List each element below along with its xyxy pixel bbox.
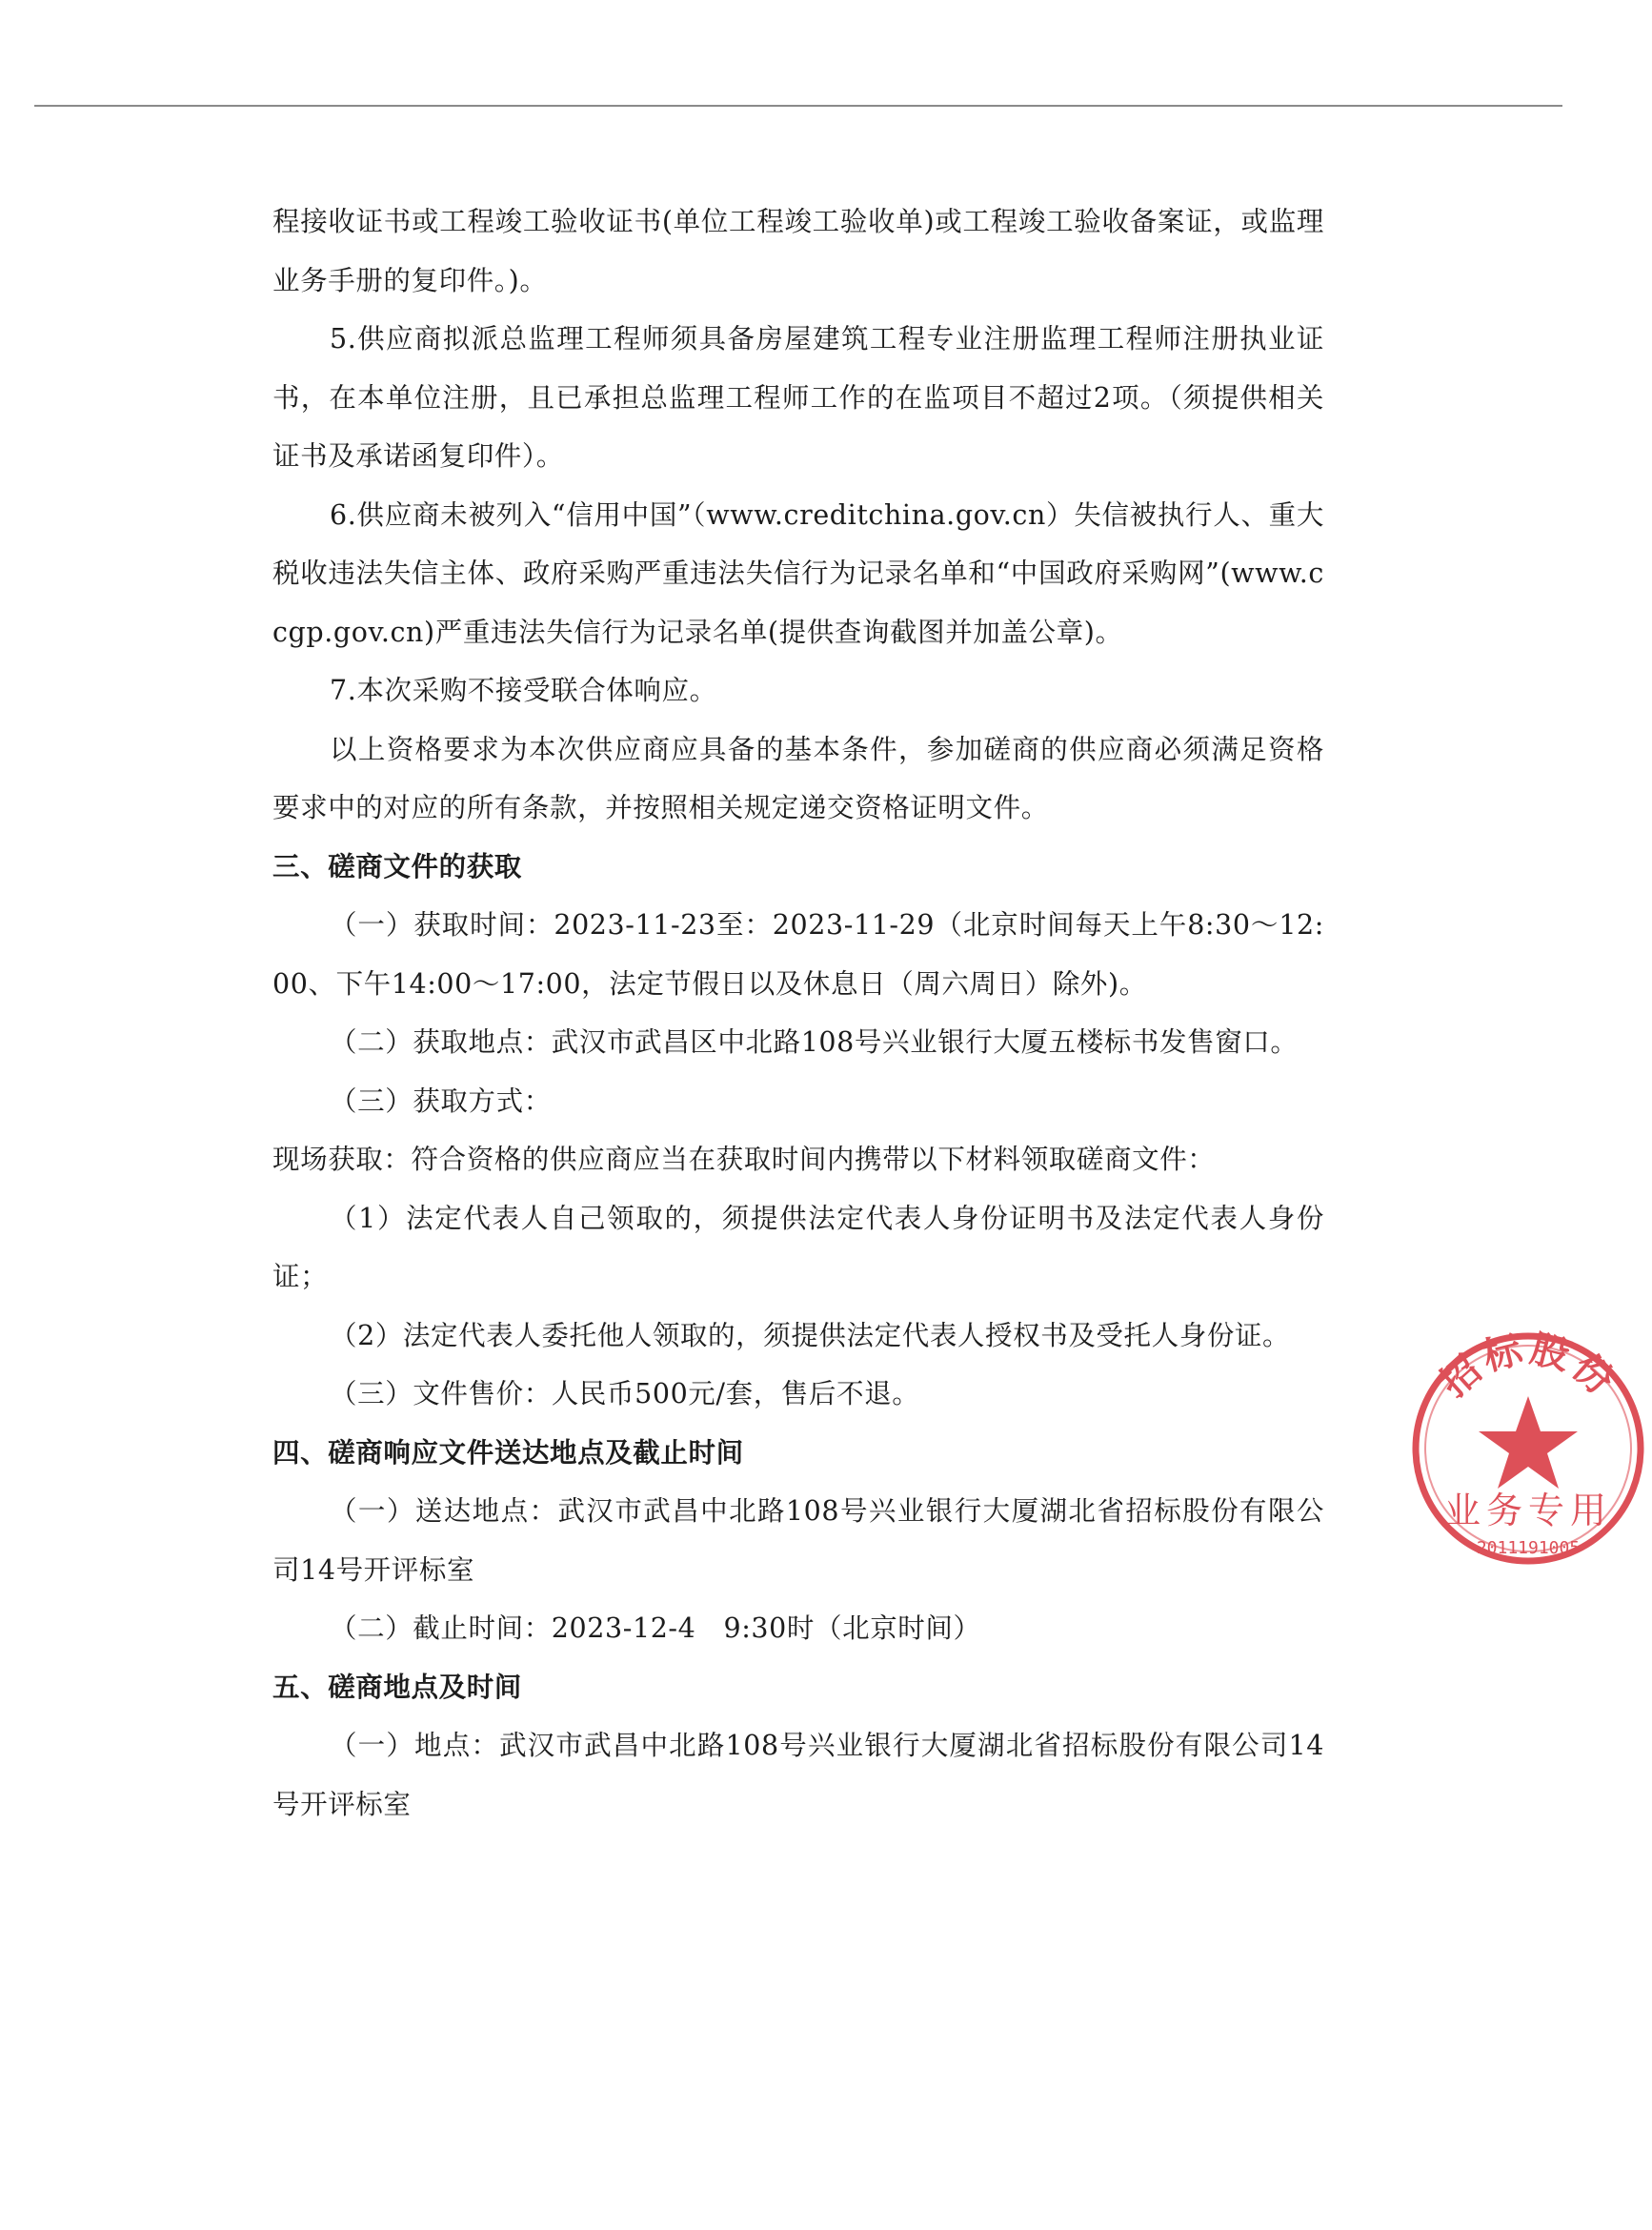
section-heading: 三、磋商文件的获取 [272, 850, 522, 882]
paragraph: （二）截止时间：2023-12-4 9:30时（北京时间） [330, 1612, 981, 1644]
section-heading: 五、磋商地点及时间 [272, 1671, 522, 1703]
paragraph: （2）法定代表人委托他人领取的，须提供法定代表人授权书及受托人身份证。 [330, 1319, 1291, 1351]
header-rule [34, 105, 1562, 107]
document-body [272, 193, 1324, 1834]
paragraph: （1）法定代表人自己领取的，须提供法定代表人身份证明书及法定代表人身份证； [272, 1202, 1324, 1292]
paragraph: 现场获取：符合资格的供应商应当在获取时间内携带以下材料领取磋商文件： [272, 1144, 1216, 1175]
paragraph: 6.供应商未被列入“信用中国”（www.creditchina.gov.cn）失信被执行人、重大税收违法失信主体、政府采购严重违法失信行为记录名单和“中国政府采购网”(www.ccgp.gov.cn)严重违法失信行为记录名单(提供查询截图并加盖公章)。 [272, 498, 1324, 648]
paragraph: （三）获取方式： [330, 1085, 552, 1117]
paragraph: （一）送达地点：武汉市武昌中北路108号兴业银行大厦湖北省招标股份有限公司14号开评标室 [272, 1495, 1324, 1586]
paragraph: （三）文件售价：人民币500元/套，售后不退。 [330, 1378, 920, 1409]
paragraph: 5.供应商拟派总监理工程师须具备房屋建筑工程专业注册监理工程师注册执业证书，在本单位注册，且已承担总监理工程师工作的在监项目不超过2项。（须提供相关证书及承诺函复印件）。 [272, 323, 1324, 472]
paragraph: 以上资格要求为本次供应商应具备的基本条件，参加磋商的供应商必须满足资格要求中的对应的所有条款，并按照相关规定递交资格证明文件。 [272, 733, 1324, 823]
seal-bottom-text: 业务专用 [1443, 1490, 1613, 1531]
company-seal [1404, 1325, 1652, 1572]
paragraph: 7.本次采购不接受联合体响应。 [330, 675, 717, 706]
section-heading: 四、磋商响应文件送达地点及截止时间 [272, 1436, 744, 1469]
paragraph: （一）获取时间：2023-11-23至：2023-11-29（北京时间每天上午8:30～12:00、下午14:00～17:00，法定节假日以及休息日（周六周日）除外)。 [272, 909, 1324, 1000]
paragraph: （一）地点：武汉市武昌中北路108号兴业银行大厦湖北省招标股份有限公司14号开评标室 [272, 1730, 1324, 1820]
seal-serial-text: 2011191005 [1476, 1538, 1581, 1558]
seal-top-text: 招标股份 [1432, 1327, 1624, 1407]
paragraph: 程接收证书或工程竣工验收证书(单位工程竣工验收单)或工程竣工验收备案证，或监理业务手册的复印件。)。 [272, 206, 1324, 296]
paragraph: （二）获取地点：武汉市武昌区中北路108号兴业银行大厦五楼标书发售窗口。 [330, 1026, 1299, 1058]
star-icon [1479, 1396, 1578, 1489]
